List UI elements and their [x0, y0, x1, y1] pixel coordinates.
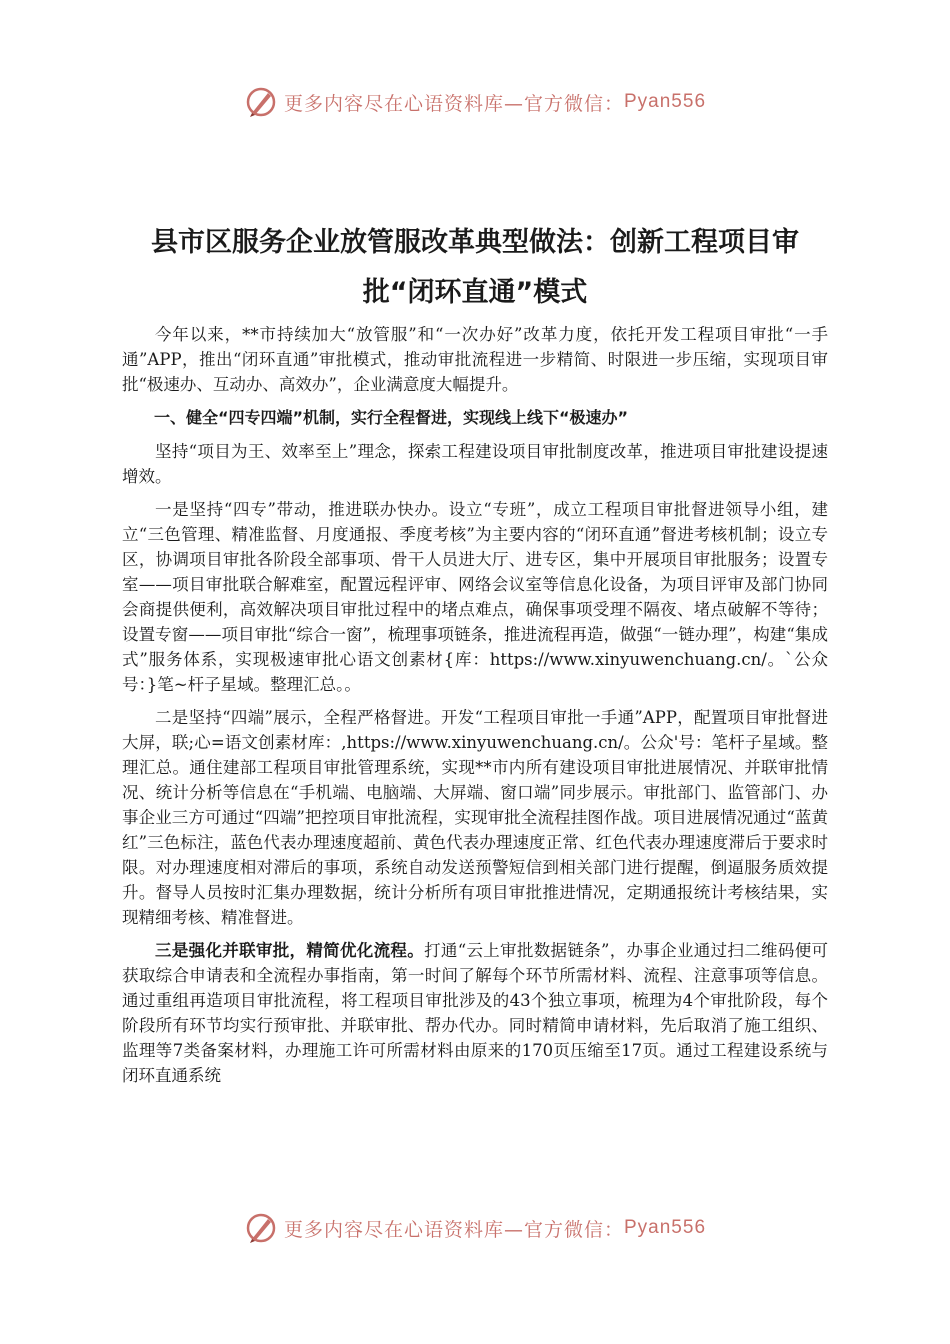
pen-logo-icon: [244, 85, 278, 119]
document-title: [95, 218, 855, 318]
banner-wechat-id: Pyan556: [624, 91, 707, 112]
banner-wechat-id: Pyan556: [624, 1217, 707, 1238]
point-3-paragraph: [122, 938, 828, 1088]
point-1-paragraph: 一是坚持“四专”带动，推进联办快办。设立“专班”，成立工程项目审批督进领导小组，建立“三色管理、精准监督、月度通报、季度考核”为主要内容的“闭环直通”督进考核机制；设立专区，协调项目审批各阶段全部事项、骨干人员进大厅、进专区，集中开展项目审批服务；设置专室——项目审批联合解难室，配置远程评审、网络会议室等信息化设备，为项目评审及部门协同会商提供便利，高效解决项目审批过程中的堵点难点，确保事项受理不隔夜、堵点破解不等待；设置专窗——项目审批“综合一窗”，梳理事项链条，推进流程再造，做强“一链办理”，构建“集成式”服务体系，实现极速审批心语文创素材{库：https://www.xinyuwenchuang.cn/。`公众号：}笔~杆子星域。整理汇总。。: [122, 500, 828, 694]
header-banner: [0, 82, 950, 122]
point-3-lead: 三是强化并联审批，精简优化流程。: [155, 941, 425, 960]
pen-logo-icon: [244, 1211, 278, 1245]
intro-paragraph: 今年以来，**市持续加大“放管服”和“一次办好”改革力度，依托开发工程项目审批“一手通”APP，推出“闭环直通”审批模式，推动审批流程进一步精简、时限进一步压缩，实现项目审批“极速办、互动办、高效办”，企业满意度大幅提升。: [122, 325, 828, 394]
banner-text: 更多内容尽在心语资料库—官方微信：: [283, 92, 624, 115]
document-body: [122, 322, 828, 1096]
point-3-text: 打通“云上审批数据链条”，办事企业通过扫二维码便可获取综合申请表和全流程办事指南，第一时间了解每个环节所需材料、流程、注意事项等信息。通过重组再造项目审批流程，将工程项目审批涉及的43个独立事项，梳理为4个审批阶段，每个阶段所有环节均实行预审批、并联审批、帮办代办。同时精简申请材料，先后取消了施工组织、监理等7类备案材料，办理施工许可所需材料由原来的170页压缩至17页。通过工程建设系统与闭环直通系统: [122, 941, 829, 1085]
point-2-paragraph: 二是坚持“四端”展示，全程严格督进。开发“工程项目审批一手通”APP，配置项目审批督进大屏，联;心=语文创素材库：,https://www.xinyuwenchuang.cn/。公众'号：笔杆子星域。整理汇总。通住建部工程项目审批管理系统，实现**市内所有建设项目审批进展情况、并联审批情况、统计分析等信息在“手机端、电脑端、大屏端、窗口端”同步展示。审批部门、监管部门、办事企业三方可通过“四端”把控项目审批流程，实现审批全流程挂图作战。项目进展情况通过“蓝黄红”三色标注，蓝色代表办理速度超前、黄色代表办理速度正常、红色代表办理速度滞后于要求时限。对办理速度相对滞后的事项，系统自动发送预警短信到相关部门进行提醒，倒逼服务质效提升。督导人员按时汇集办理数据，统计分析所有项目审批推进情况，定期通报统计考核结果，实现精细考核、精准督进。: [122, 708, 828, 927]
title-line-2: 批“闭环直通”模式: [362, 277, 588, 308]
banner-text: 更多内容尽在心语资料库—官方微信：: [283, 1218, 624, 1241]
footer-banner: [0, 1208, 950, 1248]
title-line-1: 县市区服务企业放管服改革典型做法：创新工程项目审: [151, 227, 799, 258]
section-1-heading: 一、健全“四专四端”机制，实行全程督进，实现线上线下“极速办”: [154, 408, 629, 427]
section-1-lead: 坚持“项目为王、效率至上”理念，探索工程建设项目审批制度改革，推进项目审批建设提速增效。: [122, 442, 828, 486]
